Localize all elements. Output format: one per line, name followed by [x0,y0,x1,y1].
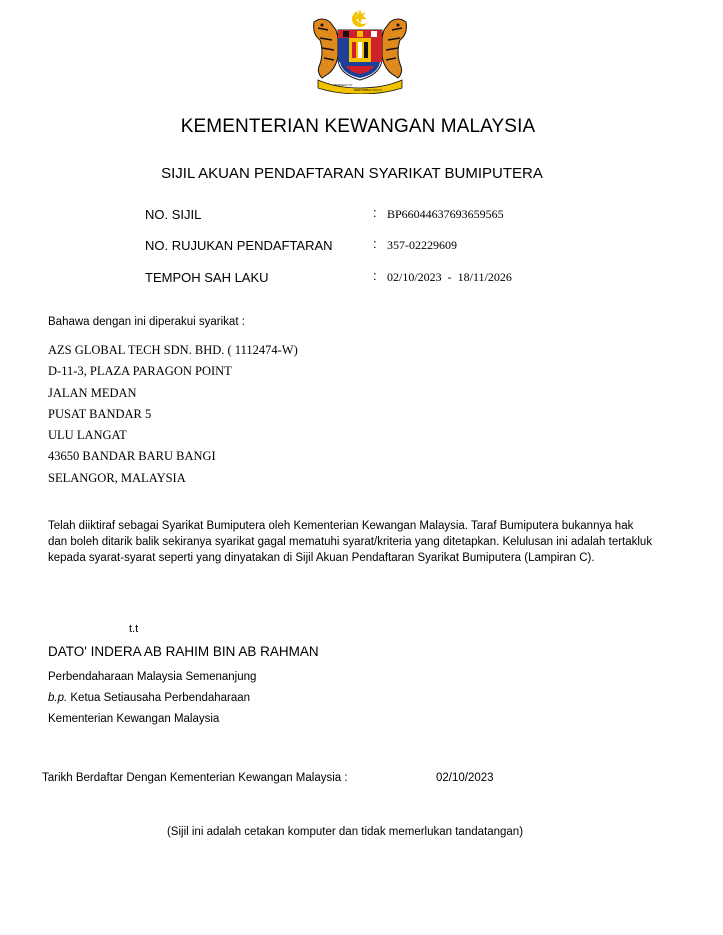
validity-colon: : [373,268,377,283]
tt-mark: t.t [129,623,139,635]
registration-ref-value: 357-02229609 [387,238,457,252]
validity-value: 02/10/2023 - 18/11/2026 [387,270,512,284]
address-line: 43650 BANDAR BARU BANGI [48,449,216,463]
registration-date-value: 02/10/2023 [436,772,494,784]
address-line: D-11-3, PLAZA PARAGON POINT [48,364,232,378]
intro-text: Bahawa dengan ini diperakui syarikat : [48,316,245,328]
statement-line: Telah diiktiraf sebagai Syarikat Bumiputera oleh Kementerian Kewangan Malaysia. Taraf Bumiputera bukannya hak [48,520,634,532]
signatory-name: DATO' INDERA AB RAHIM BIN AB RAHMAN [48,644,319,659]
cert-number-label: NO. SIJIL [145,207,202,222]
registration-date-label: Tarikh Berdaftar Dengan Kementerian Kewangan Malaysia : [42,772,348,784]
footer-note: (Sijil ini adalah cetakan komputer dan tidak memerlukan tandatangan) [166,826,524,838]
address-line: ULU LANGAT [48,428,127,442]
signatory-position-text: Ketua Setiausaha Perbendaharaan [70,692,251,704]
company-name: AZS GLOBAL TECH SDN. BHD. ( 1112474-W) [48,343,298,357]
crest-banner-left: BERSEKUTU [334,83,353,87]
statement-line: dan boleh ditarik balik sekiranya syarikat gagal mematuhi syarat/kriteria yang ditetapkan. Kelulusan ini adalah tertakluk [48,536,653,548]
signatory-office: Perbendaharaan Malaysia Semenanjung [48,671,257,683]
statement-line: kepada syarat-syarat seperti yang dinyatakan di Sijil Akuan Pendaftaran Syarikat Bumiputera (Lampiran C). [48,552,595,564]
validity-label: TEMPOH SAH LAKU [145,270,269,285]
signatory-position [48,692,250,704]
ministry-title: KEMENTERIAN KEWANGAN MALAYSIA [180,116,536,137]
cert-number-colon: : [373,205,377,220]
bp-abbrev: b.p. [48,692,68,704]
registration-ref-label: NO. RUJUKAN PENDAFTARAN [145,238,333,253]
cert-number-value: BP66044637693659565 [387,207,504,221]
address-line: JALAN MEDAN [48,386,137,400]
signatory-ministry: Kementerian Kewangan Malaysia [48,713,220,725]
recognition-statement [48,518,662,566]
address-line: PUSAT BANDAR 5 [48,407,152,421]
address-line: SELANGOR, MALAYSIA [48,471,186,485]
crest-motto: BERTAMBAH MUTU [354,88,382,92]
coat-of-arms-logo [306,8,414,94]
certificate-title: SIJIL AKUAN PENDAFTARAN SYARIKAT BUMIPUTERA [161,165,543,182]
registration-ref-colon: : [373,236,377,251]
